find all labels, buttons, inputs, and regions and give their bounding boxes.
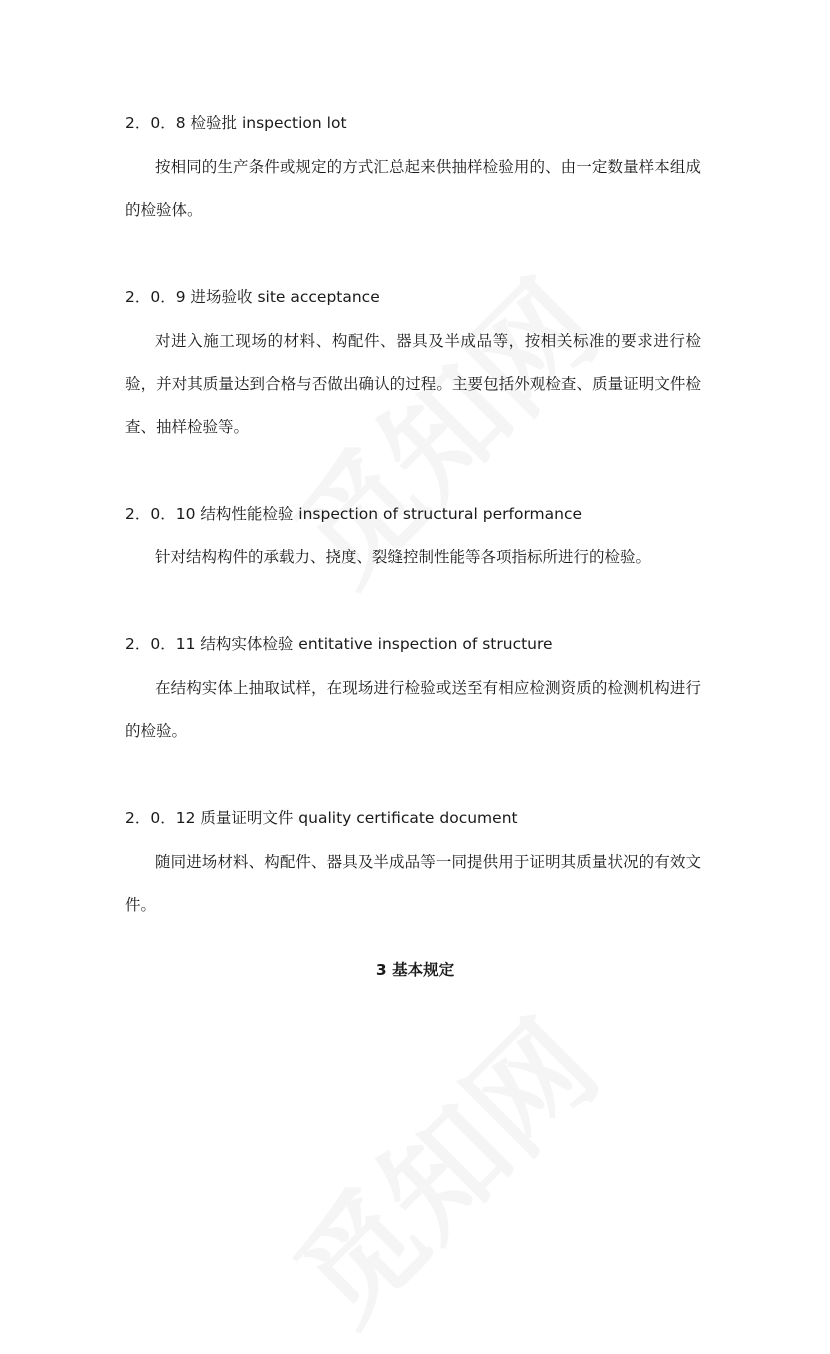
term-heading: 2．0．12 质量证明文件 quality certificate document [125,809,518,827]
term-heading: 2．0．9 进场验收 site acceptance [125,288,380,306]
term-definition: 在结构实体上抽取试样，在现场进行检验或送至有相应检测资质的检测机构进行的检验。 [125,679,701,740]
term-definition: 对进入施工现场的材料、构配件、器具及半成品等，按相关标准的要求进行检验，并对其质量达到合格与否做出确认的过程。主要包括外观检查、质量证明文件检查、抽样检验等。 [125,332,701,436]
section-title: 3 基本规定 [375,961,455,979]
term-definition: 按相同的生产条件或规定的方式汇总起来供抽样检验用的、由一定数量样本组成的检验体。 [125,158,701,219]
term-heading: 2．0．11 结构实体检验 entitative inspection of structure [125,635,553,653]
term-definition: 针对结构构件的承载力、挠度、裂缝控制性能等各项指标所进行的检验。 [155,548,652,566]
term-definition: 随同进场材料、构配件、器具及半成品等一同提供用于证明其质量状况的有效文件。 [125,853,701,914]
watermark [252,978,628,1354]
term-heading: 2．0．10 结构性能检验 inspection of structural performance [125,505,583,523]
term-heading: 2．0．8 检验批 inspection lot [125,114,347,132]
